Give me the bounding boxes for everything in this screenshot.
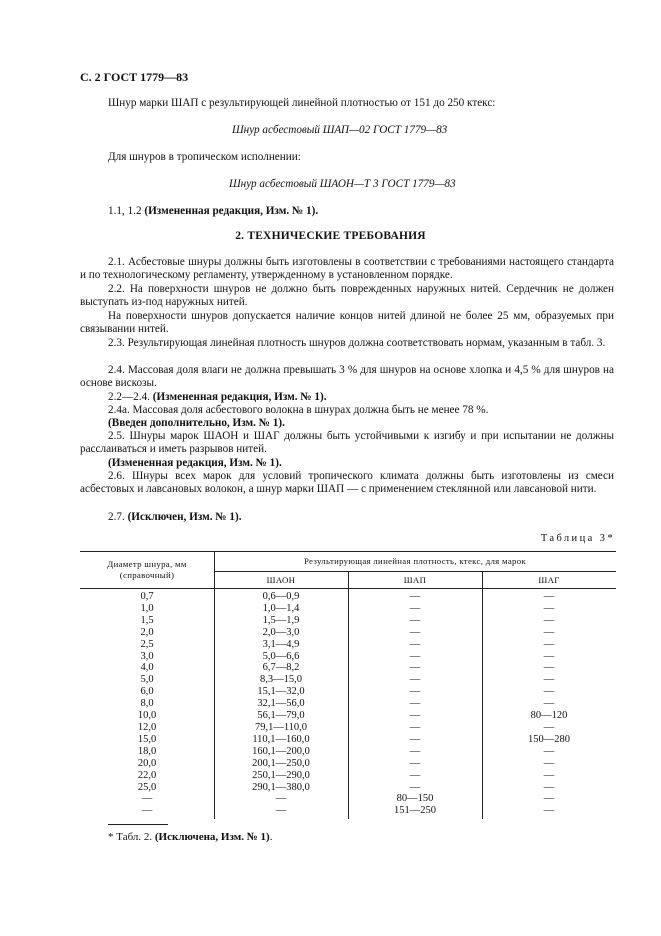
header-diameter-line-1: Диаметр шнура, мм [107, 559, 187, 569]
intro-line-2: Для шнуров в тропическом исполнении: [108, 151, 301, 163]
para-2-7-change: (Исключен, Изм. № 1). [127, 511, 242, 523]
para-2-7 [108, 511, 242, 524]
designation-example-2: Шнур асбестовый ШАОН—Т 3 ГОСТ 1779—83 [229, 178, 456, 190]
header-shaon: ШАОН [266, 575, 296, 585]
change-note-1 [108, 205, 318, 218]
header-diameter [80, 559, 214, 581]
page-header: С. 2 ГОСТ 1779—83 [80, 70, 189, 84]
footnote [108, 831, 272, 843]
change-ref: 1.1, 1.2 [108, 205, 142, 217]
para-2-5-change: (Измененная редакция, Изм. № 1). [108, 457, 282, 469]
column-diameter: 0,7 1,0 1,5 2,0 2,5 3,0 4,0 5,0 6,0 8,0 10,0 12,0 15,0 18,0 20,0 22,0 25,0 — — [137, 591, 157, 817]
table-title: Таблица 3* [540, 533, 615, 544]
para-2-2: 2.2. На поверхности шнуров не должно быть поврежденных наружных нитей. Сердечник не должен выступать из-под наружных нитей. [80, 283, 614, 309]
para-2-4-ref: 2.2—2.4. [108, 391, 150, 403]
para-2-7-ref: 2.7. [108, 511, 125, 523]
designation-example-1: Шнур асбестовый ШАП—02 ГОСТ 1779—83 [232, 124, 448, 136]
column-shap: — — — — — — — — — — — — — — — — — 80—150 151—250 [394, 591, 436, 817]
header-density-group: Результирующая линейная плотность, ктекс, для марок [303, 556, 527, 566]
footnote-suffix: . [269, 831, 273, 843]
column-shag: — — — — — — — — — — 80—120 — 150—280 — — — — — — [528, 591, 570, 817]
para-2-4-note [108, 391, 327, 404]
column-shaon: 0,6—0,9 1,0—1,4 1,5—1,9 2,0—3,0 3,1—4,9 5,0—6,6 6,7—8,2 8,3—15,0 15,1—32,0 32,1—56,0 56,1—79,0 79,1—110,0 110,1—160,0 160,1—200,0 200,1—250,0 250,1—290,0 290,1—380,0 — — [252, 591, 310, 817]
intro-line-1: Шнур марки ШАП с результирующей линейной плотностью от 151 до 250 ктекс: [108, 97, 496, 109]
para-2-4a-change: (Введен дополнительно, Изм. № 1). [108, 417, 285, 429]
para-2-5: 2.5. Шнуры марок ШАОН и ШАГ должны быть устойчивыми к изгибу и при испытании не должны расслаиваться и иметь разрывов нитей. [80, 430, 614, 456]
footnote-prefix: * Табл. 2. [108, 831, 153, 843]
table-top-rule [80, 551, 616, 552]
para-2-4a: 2.4а. Массовая доля асбестового волокна в шнурах должна быть не менее 78 %. [108, 404, 489, 416]
para-2-1: 2.1. Асбестовые шнуры должны быть изготовлены в соответствии с требованиями настоящего стандарта и по технологическому регламенту, утвержденному в установленном порядке. [80, 256, 614, 282]
para-2-4: 2.4. Массовая доля влаги не должна превышать 3 % для шнуров на основе хлопка и 4,5 % для шнуров на основе вискозы. [80, 364, 614, 390]
para-2-3: 2.3. Результирующая линейная плотность шнуров должна соответствовать нормам, указанным в табл. 3. [108, 337, 606, 349]
section-title: 2. ТЕХНИЧЕСКИЕ ТРЕБОВАНИЯ [235, 230, 426, 242]
footnote-change: (Исключена, Изм. № 1) [154, 831, 270, 843]
footnote-rule [108, 824, 168, 825]
para-2-4-change: (Измененная редакция, Изм. № 1). [152, 391, 327, 403]
para-2-6: 2.6. Шнуры всех марок для условий тропического климата должны быть изготовлены из смеси асбестовых и лавсановых волокон, а шнур марки ШАП — с применением стеклянной или лавсановой нити. [80, 470, 614, 496]
header-shag: ШАГ [538, 575, 560, 585]
change-text: (Измененная редакция, Изм. № 1). [144, 205, 319, 217]
header-shap: ШАП [403, 575, 427, 585]
header-diameter-line-2: (справочный) [119, 570, 175, 580]
table-group-rule [214, 571, 616, 572]
para-2-2-b: На поверхности шнуров допускается наличие концов нитей длиной не более 25 мм, образуемых при связывании нитей. [80, 310, 614, 336]
